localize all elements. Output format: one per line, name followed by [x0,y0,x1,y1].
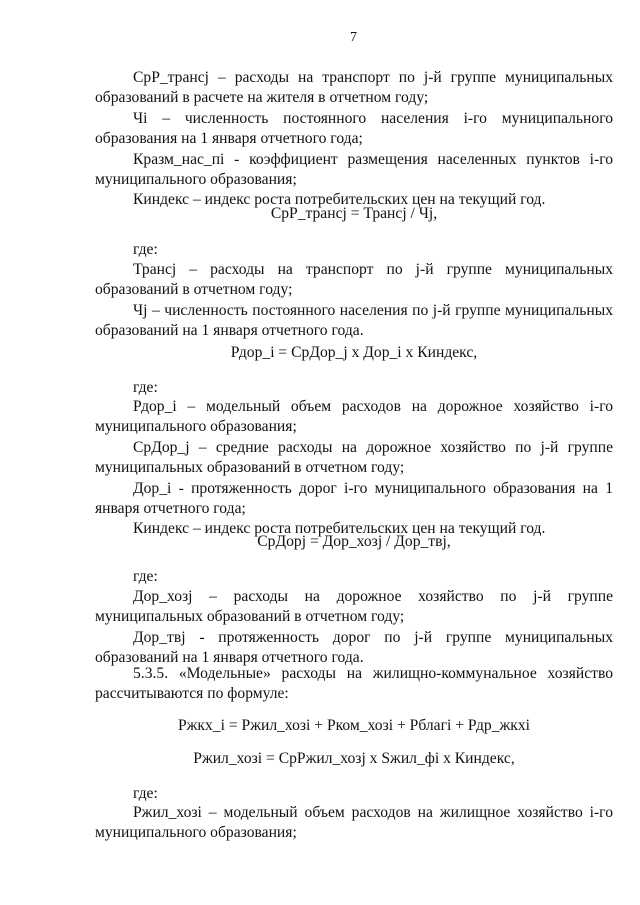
formula-rzhkh: Ржкх_i = Ржил_хозi + Рком_хозi + Рблагi + Рдр_жкхi [177,717,531,734]
definition-srdor-j: СрДор_j – средние расходы на дорожное хозяйство по j-й группе муниципальных образований в отчетном году; [95,438,613,477]
section-5-3-5: 5.3.5. «Модельные» расходы на жилищно-коммунальное хозяйство рассчитываются по формуле: [95,665,613,703]
definition-dor-tv: Дор_твj - протяженность дорог по j-й группе муниципальных образований на 1 января отчетного года. [95,628,613,667]
definitions-block-5 [95,803,613,844]
where-label: где: [133,241,158,258]
formula-srdor: СрДорj = Дор_хозj / Дор_твj, [257,533,451,550]
formula-srr-trans: СрР_трансj = Трансj / Чj, [270,205,438,222]
definition-kindeks-2: Киндекс – индекс роста потребительских цен на текущий год. [133,520,546,538]
definition-kindeks: Киндекс – индекс роста потребительских цен на текущий год. [133,191,546,209]
where-label: где: [133,379,158,396]
definitions-block-4 [95,587,613,669]
formula-rzhil-hoz: Ржил_хозi = СрРжил_хозj х Sжил_фi х Киндекс, [193,750,515,767]
definition-srr-trans: СрР_трансj – расходы на транспорт по j-й группе муниципальных образований в расчете на жителя в отчетном году; [95,69,613,107]
definitions-block-2 [95,260,613,342]
where-label: где: [133,568,158,585]
definition-dor-hoz: Дор_хозj – расходы на дорожное хозяйство по j-й группе муниципальных образований в отчетном году; [95,588,613,626]
page-number: 7 [350,30,357,45]
formula-rdor: Рдор_i = СрДор_j х Дор_i х Киндекс, [230,344,478,361]
definitions-block-3 [95,397,613,540]
definition-ch-j: Чj – численность постоянного населения по j-й группе муниципальных образований на 1 января отчетного года. [95,301,613,340]
definitions-block-1 [95,68,613,211]
definition-krazm: Кразм_нас_пi - коэффициент размещения населенных пунктов i-го муниципального образования; [95,150,613,189]
definition-rdor-i: Рдор_i – модельный объем расходов на дорожное хозяйство i-го муниципального образования; [95,398,613,436]
definition-trans-j: Трансj – расходы на транспорт по j-й группе муниципальных образований в отчетном году; [95,261,613,299]
definition-rzhil-hoz-i: Ржил_хозi – модельный объем расходов на жилищное хозяйство i-го муниципального образования; [95,804,613,842]
definition-ch-i: Чi – численность постоянного населения i-го муниципального образования на 1 января отчетного года; [95,109,613,148]
definition-dor-i: Дор_i - протяженность дорог i-го муниципального образования на 1 января отчетного года; [95,479,613,518]
where-label: где: [133,785,158,802]
